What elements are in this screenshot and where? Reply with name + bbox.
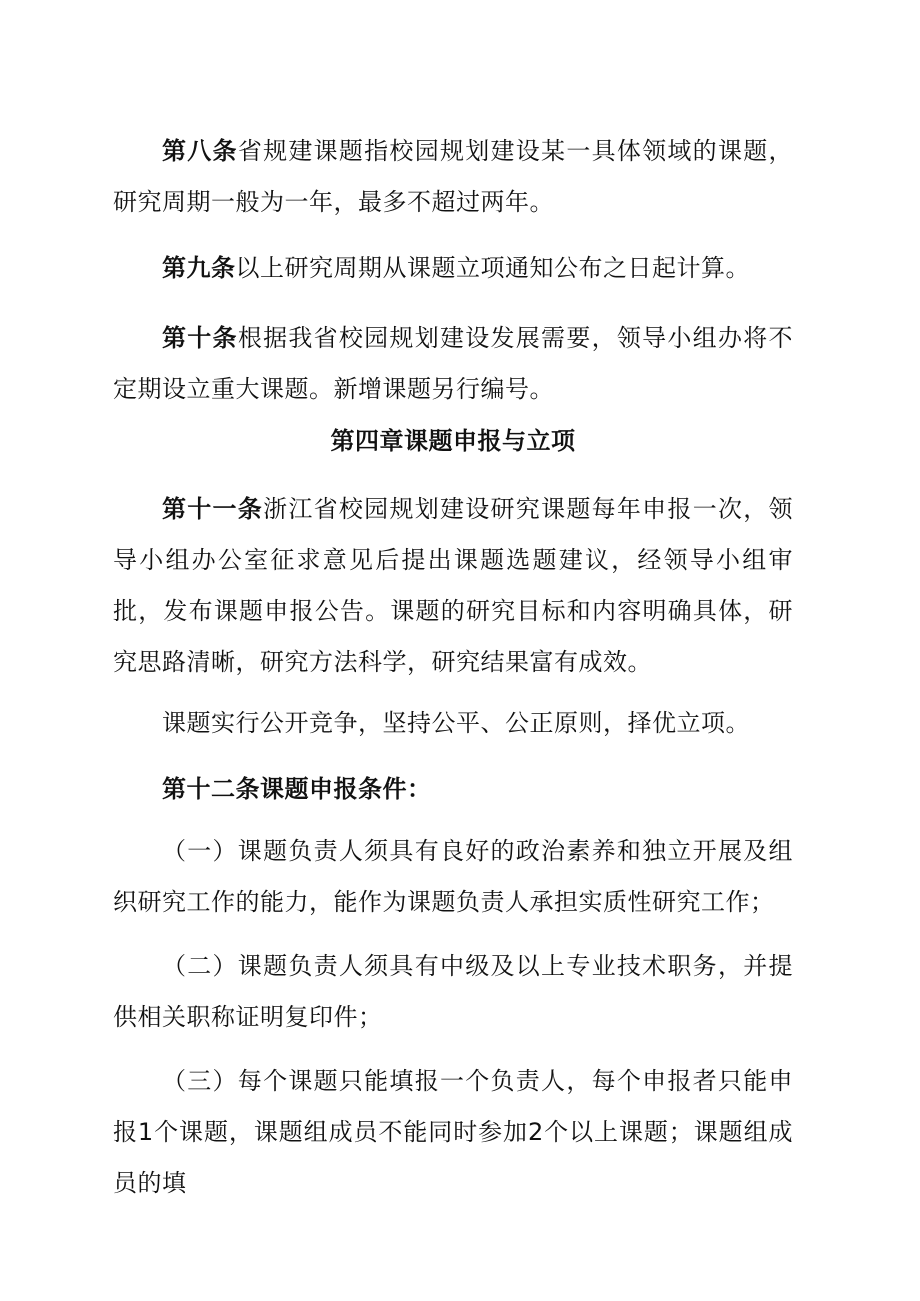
article-label: 第九条: [162, 254, 236, 282]
article-text: 省规建课题指校园规划建设某一具体领域的课题，研究周期一般为一年，最多不超过两年。: [113, 137, 793, 216]
article-text: 浙江省校园规划建设研究课题每年申报一次，领导小组办公室征求意见后提出课题选题建议，经领导小组审批，发布课题申报公告。课题的研究目标和内容明确具体，研究思路清晰，研究方法科学，研究结果富有成效。: [113, 495, 794, 676]
article-8: [113, 126, 793, 228]
article-text: 根据我省校园规划建设发展需要，领导小组办将不定期设立重大课题。新增课题另行编号。: [113, 324, 793, 403]
condition-2: （二）课题负责人须具有中级及以上专业技术职务，并提供相关职称证明复印件；: [113, 952, 793, 1031]
article-label: 第十条: [162, 324, 238, 352]
condition-1: （一）课题负责人须具有良好的政治素养和独立开展及组织研究工作的能力，能作为课题负责人承担实质性研究工作；: [113, 837, 793, 916]
article-12-heading: [113, 764, 793, 815]
article-11: [113, 484, 793, 688]
article-12-heading-text: 第十二条课题申报条件：: [162, 775, 432, 803]
article-label: 第八条: [162, 137, 238, 165]
article-9: [113, 243, 793, 294]
article-label: 第十一条: [162, 495, 264, 523]
condition-3: （三）每个课题只能填报一个负责人，每个申报者只能申报1个课题，课题组成员不能同时参加2个以上课题；课题组成员的填: [113, 1067, 793, 1197]
article-10: [113, 313, 793, 415]
chapter-heading: 第四章课题申报与立项: [330, 427, 576, 455]
article-text: 以上研究周期从课题立项通知公布之日起计算。: [235, 254, 750, 282]
competition-note: 课题实行公开竞争，坚持公平、公正原则，择优立项。: [162, 709, 750, 737]
